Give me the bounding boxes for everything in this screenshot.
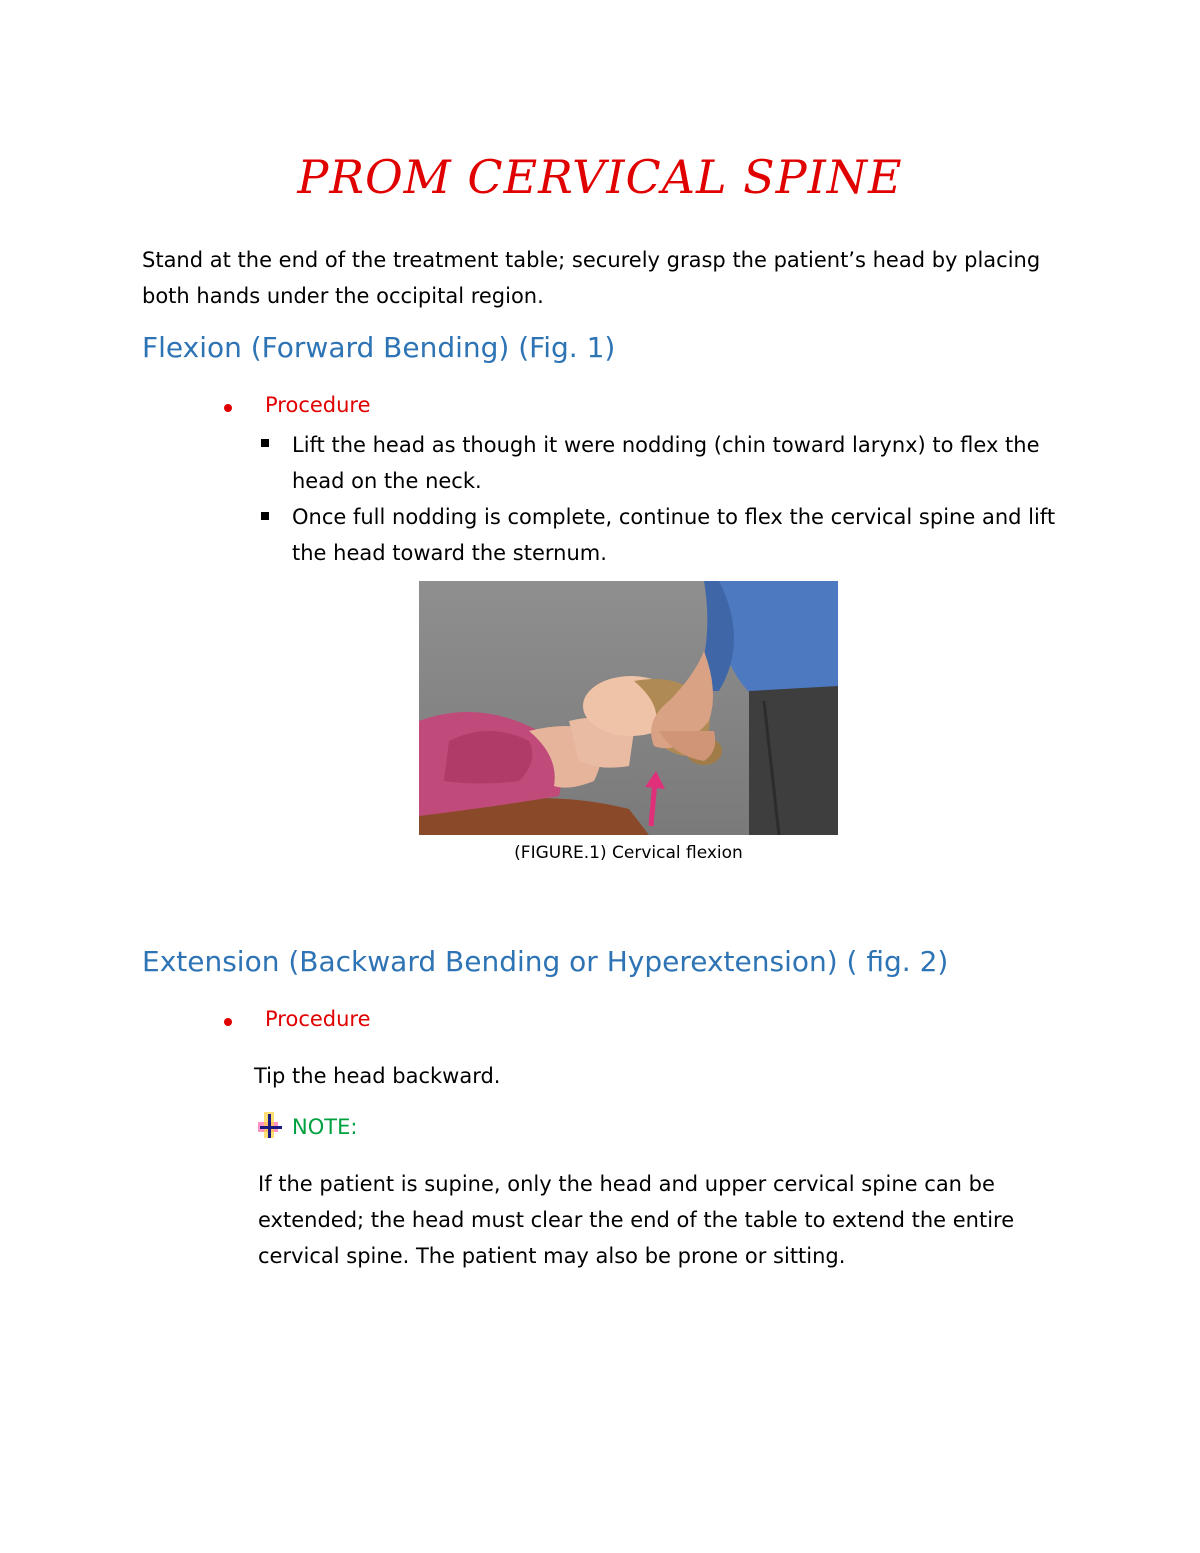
flexion-heading: Flexion (Forward Bending) (Fig. 1) [142, 331, 616, 364]
figure-1-caption: (FIGURE.1) Cervical flexion [514, 843, 743, 863]
note-label: NOTE: [292, 1115, 358, 1139]
flexion-step-2: Once full nodding is complete, continue to flex the cervical spine and lift the head toward the sternum. [292, 505, 1056, 565]
extension-step: Tip the head backward. [254, 1064, 501, 1088]
flexion-step-1: Lift the head as though it were nodding (chin toward larynx) to flex the head on the neck. [292, 433, 1040, 493]
note-pin-icon [256, 1110, 288, 1142]
intro-paragraph: Stand at the end of the treatment table; securely grasp the patient’s head by placing both hands under the occipital region. [142, 248, 1041, 308]
extension-heading: Extension (Backward Bending or Hyperextension) ( fig. 2) [142, 945, 949, 978]
square-bullet-icon [261, 512, 269, 520]
cervical-flexion-photo [419, 581, 838, 835]
flexion-procedure-label: Procedure [265, 393, 371, 417]
bullet-dot-icon [224, 1018, 232, 1026]
note-text: If the patient is supine, only the head and upper cervical spine can be extended; the head must clear the end of the table to extend the entire cervical spine. The patient may also be prone or sitting. [258, 1172, 1015, 1268]
square-bullet-icon [261, 439, 269, 447]
bullet-dot-icon [224, 404, 232, 412]
extension-procedure-label: Procedure [265, 1007, 371, 1031]
page-title: PROM CERVICAL SPINE [297, 150, 903, 204]
